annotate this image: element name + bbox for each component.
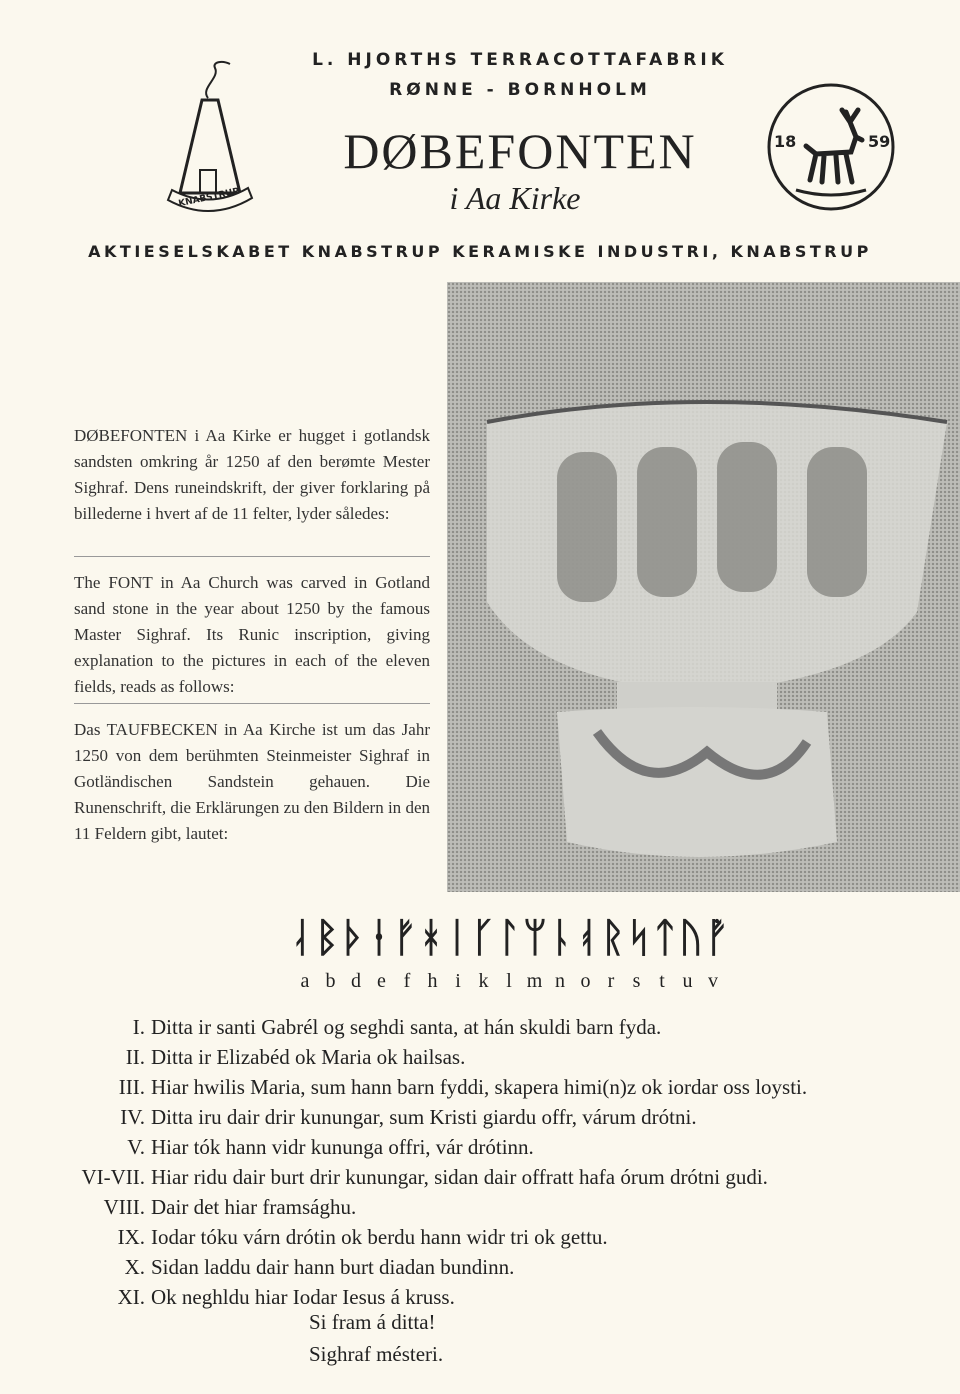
baptismal-font-photo xyxy=(447,282,960,892)
letter: d xyxy=(351,970,363,992)
inscription-line xyxy=(40,1282,807,1312)
stag-medallion-logo xyxy=(766,82,896,212)
page-subtitle: i Aa Kirke xyxy=(449,180,581,216)
medallion-year-left: 18 xyxy=(774,132,797,151)
line-text: Sidan laddu dair hann burt diadan bundinn. xyxy=(151,1255,515,1279)
german-description: Das TAUFBECKEN in Aa Kirche ist um das Jahr 1250 von dem berühmten Steinmeister Sighraf in Gotländischen Sandstein gehauen. Die Runenschrift, die Erklärungen zu den Bildern in den 11 Feldern gibt, lautet: xyxy=(74,720,430,843)
letter: m xyxy=(526,970,545,992)
inscription-line xyxy=(40,1042,807,1072)
medallion-year-right: 59 xyxy=(868,132,891,151)
line-number: II. xyxy=(125,1045,145,1069)
line-text: Ditta iru dair drir kunungar, sum Kristi giardu offr, várum drótni. xyxy=(151,1105,697,1129)
line-number: IV. xyxy=(120,1105,145,1129)
divider xyxy=(74,703,430,704)
line-number: X. xyxy=(124,1255,145,1279)
runic-alphabet-letters xyxy=(0,970,960,993)
inscription-line xyxy=(40,1012,807,1042)
inscription-line xyxy=(40,1072,807,1102)
line-text: Hiar hwilis Maria, sum hann barn fyddi, skapera himi(n)z ok iordar oss loysti. xyxy=(151,1075,808,1099)
letter: f xyxy=(403,970,413,992)
inscription-list xyxy=(40,1012,807,1312)
inscription-line xyxy=(40,1192,807,1222)
letter: n xyxy=(555,970,567,992)
line-text: Ditta ir santi Gabrél og seghdi santa, at hán skuldi barn fyda. xyxy=(151,1015,662,1039)
closing-line-1: Si fram á ditta! xyxy=(309,1310,436,1334)
english-description: The FONT in Aa Church was carved in Gotland sand stone in the year about 1250 by the famous Master Sighraf. Its Runic inscription, giving explanation to the pictures in each of the eleven fields, reads as follows: xyxy=(74,573,430,696)
inscription-line xyxy=(40,1162,807,1192)
line-text: Ok neghldu hiar Iodar Iesus á kruss. xyxy=(151,1285,455,1309)
kiln-logo-text: KNABSTRUP xyxy=(177,186,241,210)
letter: r xyxy=(607,970,617,992)
company-line-2: RØNNE - BORNHOLM xyxy=(389,80,651,100)
closing-signature: Sighraf mésteri. xyxy=(309,1342,444,1366)
line-number: VI-VII. xyxy=(81,1165,145,1189)
line-text: Dair det hiar framsághu. xyxy=(151,1195,357,1219)
company-line-1: L. HJORTHS TERRACOTTAFABRIK xyxy=(312,50,728,70)
line-number: I. xyxy=(132,1015,145,1039)
letter: k xyxy=(478,970,491,992)
letter: b xyxy=(325,970,338,992)
letter: t xyxy=(659,970,667,992)
letter: l xyxy=(506,970,514,992)
letter: u xyxy=(682,970,695,992)
line-text: Hiar tók hann vidr kununga offri, vár drótinn. xyxy=(151,1135,534,1159)
line-text: Hiar ridu dair burt drir kunungar, sidan dair offratt hafa órum drótni gudi. xyxy=(151,1165,768,1189)
line-number: V. xyxy=(127,1135,145,1159)
runic-alphabet-runes: ᛆᛒᚦᛂᚠᚼᛁᚴᛚᛘᚿᚮᚱᛋᛏᚢᚡ xyxy=(289,915,731,961)
inscription-line xyxy=(40,1102,807,1132)
page-title: DØBEFONTEN xyxy=(343,123,697,179)
line-text: Ditta ir Elizabéd ok Maria ok hailsas. xyxy=(151,1045,466,1069)
letter: v xyxy=(708,970,720,992)
letter: e xyxy=(377,970,388,992)
letter: a xyxy=(300,970,312,992)
line-number: XI. xyxy=(117,1285,145,1309)
letter: s xyxy=(632,970,643,992)
inscription-line xyxy=(40,1222,807,1252)
letter: i xyxy=(455,970,463,992)
company-full-name: AKTIESELSKABET KNABSTRUP KERAMISKE INDUSTRI, KNABSTRUP xyxy=(88,242,872,261)
danish-description: DØBEFONTEN i Aa Kirke er hugget i gotlandsk sandsten omkring år 1250 af den berømte Mester Sighraf. Dens runeindskrift, der giver forklaring på billederne i hvert af de 11 felter, lyder således: xyxy=(74,426,430,523)
letter: h xyxy=(427,970,440,992)
line-number: IX. xyxy=(117,1225,145,1249)
letter: o xyxy=(580,970,593,992)
inscription-line xyxy=(40,1252,807,1282)
divider xyxy=(74,556,430,557)
inscription-line xyxy=(40,1132,807,1162)
line-number: VIII. xyxy=(103,1195,145,1219)
line-number: III. xyxy=(118,1075,145,1099)
line-text: Iodar tóku várn drótin ok berdu hann widr tri ok gettu. xyxy=(151,1225,608,1249)
